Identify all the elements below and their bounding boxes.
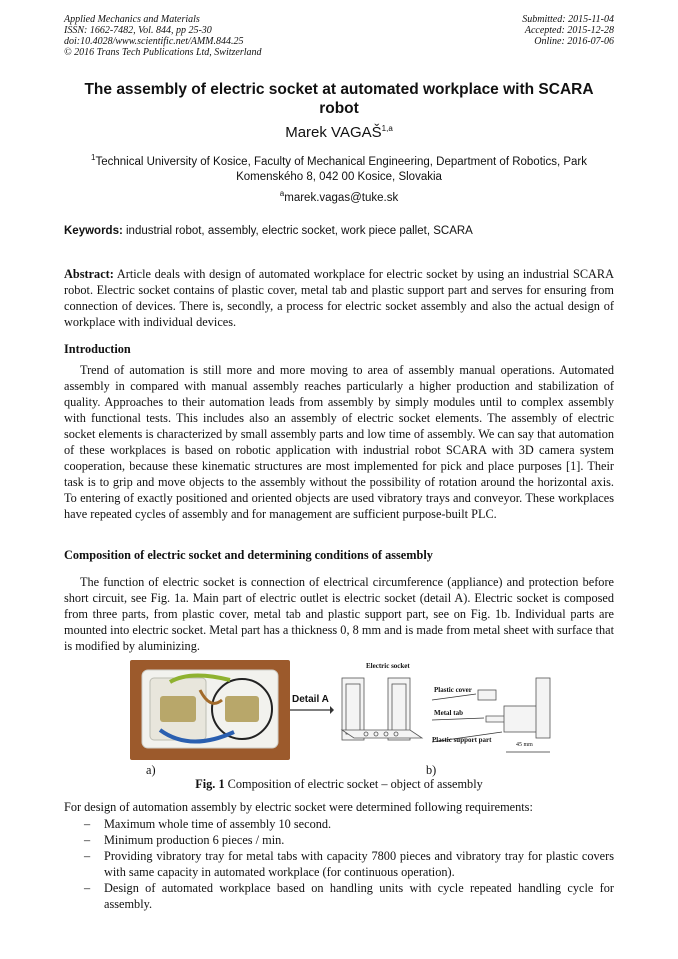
affiliation-text: Technical University of Kosice, Faculty of Mechanical Engineering, Department of Robotics, Park Komenského 8, 042 00 Kosice, Slovakia [95,155,587,183]
keywords-text: industrial robot, assembly, electric socket, work piece pallet, SCARA [126,225,473,237]
metal-tab-label: Metal tab [434,709,463,717]
keywords-label: Keywords: [64,225,123,237]
caption-text: Composition of electric socket – object of assembly [227,777,483,791]
affiliation-sup: 1 [91,153,96,162]
detail-a-callout [290,688,334,728]
header-left [64,14,262,58]
abstract [64,266,614,330]
requirements-intro: For design of automation assembly by electric socket were determined following requirements: [64,800,533,814]
plastic-cover-label: Plastic cover [434,686,472,694]
figure-1 [130,660,560,760]
email-address[interactable]: marek.vagas@tuke.sk [284,191,399,204]
online-date: Online: 2016-07-06 [534,36,614,47]
requirement-text: Minimum production 6 pieces / min. [104,833,285,847]
header-right [522,14,614,47]
copyright: © 2016 Trans Tech Publications Ltd, Switzerland [64,47,262,58]
socket-photo [130,660,290,760]
introduction-heading: Introduction [64,342,131,356]
introduction-text: Trend of automation is still more and more moving to area of assembly manual operations. Automated assembly in compared with manual assembly reaches particularly a higher production and stabilization of quality. Approaches to their automation leads from assembly by simply modules until to complex assembly with functional tests. This includes also an assembly of electric socket elements. The assembly of electric socket elements is characterized by small assembly parts and low time of assembly. We can say that automation of these workplaces is based on robotic application with industrial robot SCARA with 3D camera system cooperation, because these kinematic structures are most implemented for pick and place purposes [1]. Their task is to grip and move objects to the assembly without the possibility of rotation around the horizontal axis. To entering of exactly positioned and oriented objects are used vibratory trays and conveyor. These workplaces have repeated cycles of assembly and for management are sufficient purpose-built PLC. [64,363,614,521]
issn: ISSN: 1662-7482, Vol. 844, pp 25-30 [64,25,212,36]
requirement-text: Design of automated workplace based on handling units with cycle repeated handling cycle for assembly. [104,881,614,911]
submitted-date: Submitted: 2015-11-04 [522,14,614,25]
detail-a-label: Detail A [292,694,329,705]
author-name: Marek VAGAŠ [285,124,382,141]
abstract-text: Article deals with design of automated workplace for electric socket by using an industrial SCARA robot. Electric socket contains of plastic cover, metal tab and plastic support part and serves for ensuring from connection of devices. There is, secondly, a process for electric socket assembly and also the actual design of workplace with individual devices. [64,267,614,329]
journal-name: Applied Mechanics and Materials [64,14,200,25]
doi: doi:10.4028/www.scientific.net/AMM.844.25 [64,36,244,47]
requirements-list [84,816,614,912]
exploded-drawing [336,660,560,760]
affiliation [64,150,614,185]
paper-title: The assembly of electric socket at automated workplace with SCARA robot [84,81,594,117]
requirement-text: Providing vibratory tray for metal tabs with capacity 7800 pieces and vibratory tray for plastic covers with same capacity in automated workplace (for continuous operation). [104,849,614,879]
caption-number: Fig. 1 [195,777,225,791]
author-sup: 1,a [381,124,393,133]
list-item: – Maximum whole time of assembly 10 second. [84,817,332,831]
dimension-label: 45 mm [516,742,533,748]
figure-caption [64,777,614,792]
composition-text: The function of electric socket is connection of electrical circumference (appliance) and protection before short circuit, see Fig. 1a. Main part of electric outlet is electric socket (detail A). Electric socket is composed from three parts, from plastic cover, metal tab and plastic support part, see on Fig. 1b. Individual parts are mounted into electric socket. Metal part has a thickness 0, 8 mm and is made from metal sheet with surface that is modified by aluminizing. [64,575,614,653]
electric-socket-label: Electric socket [366,662,410,670]
composition-heading: Composition of electric socket and determining conditions of assembly [64,548,433,562]
author [64,124,614,141]
figure-label-a: a) [146,763,156,777]
keywords [64,225,614,237]
abstract-label: Abstract: [64,267,114,281]
email-sup: a [279,189,285,198]
requirement-text: Maximum whole time of assembly 10 second. [104,817,332,831]
plastic-support-label: Plastic support part [432,736,492,744]
list-item: – Design of automated workplace based on handling units with cycle repeated handling cycle for assembly. [84,881,614,911]
email [64,189,614,204]
figure-label-b: b) [426,763,437,777]
list-item: – Minimum production 6 pieces / min. [84,833,285,847]
list-item: – Providing vibratory tray for metal tabs with capacity 7800 pieces and vibratory tray for plastic covers with same capacity in automated workplace (for continuous operation). [84,849,614,879]
accepted-date: Accepted: 2015-12-28 [524,25,614,36]
